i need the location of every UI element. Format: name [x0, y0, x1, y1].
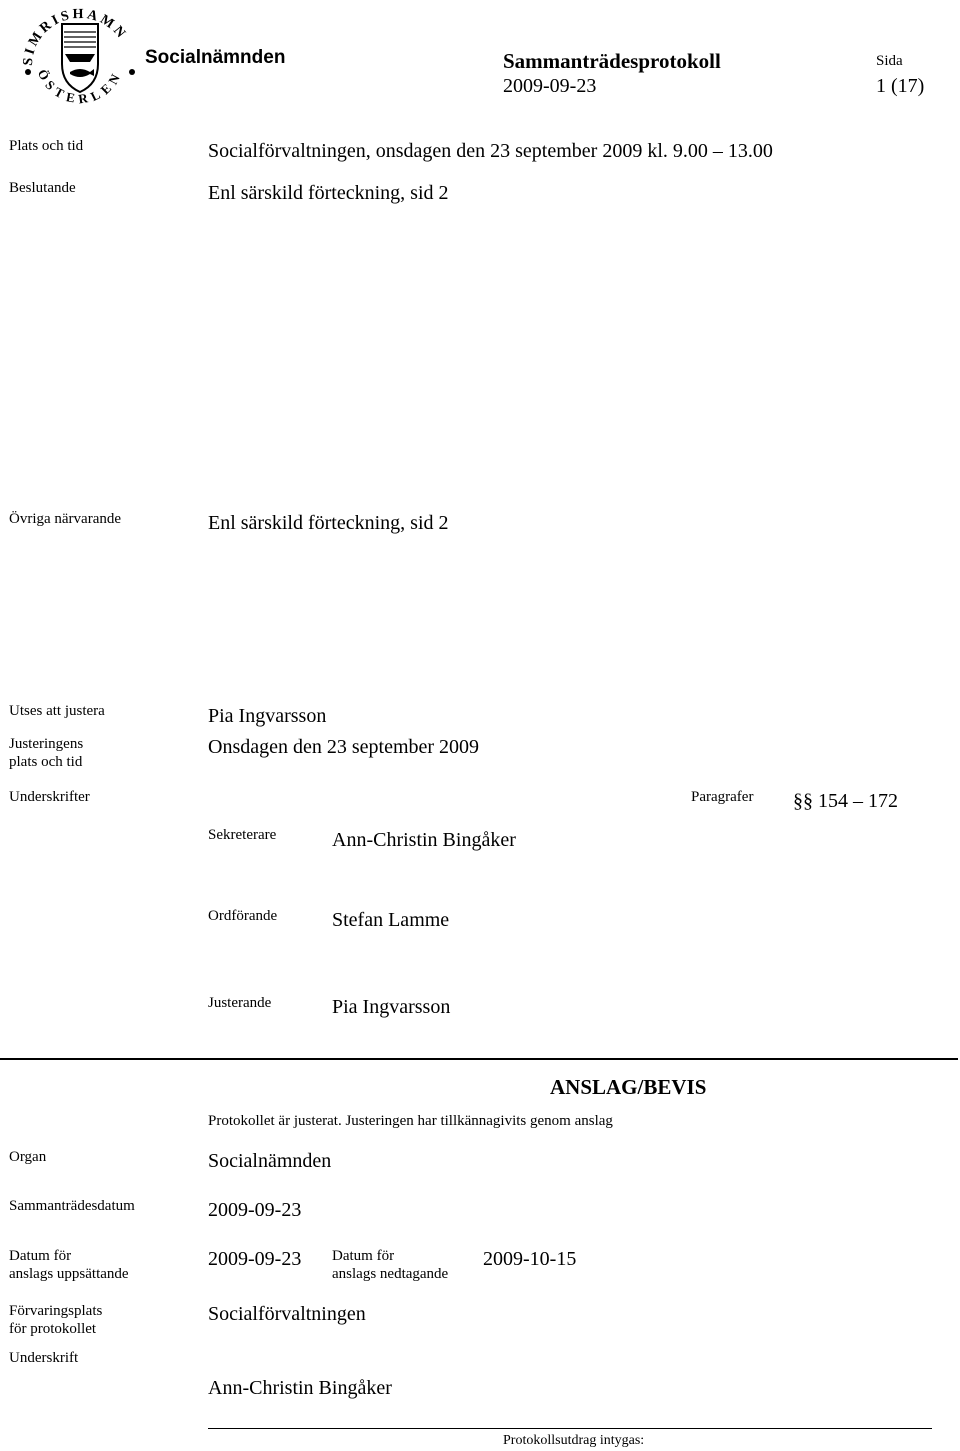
chair-name: Stefan Lamme [332, 909, 450, 931]
paragraphs-value: §§ 154 – 172 [793, 790, 898, 812]
removed-date-label-line1: Datum för [332, 1248, 395, 1264]
paragraphs-label: Paragrafer [691, 789, 754, 805]
storage-label [9, 1302, 102, 1338]
extract-certified-label: Protokollsutdrag intygas: [503, 1433, 645, 1448]
notice-statement: Protokollet är justerat. Justeringen har tillkännagivits genom anslag [208, 1113, 613, 1129]
notice-heading: ANSLAG/BEVIS [550, 1075, 707, 1099]
meeting-date-label: Sammanträdesdatum [9, 1198, 135, 1214]
removed-date-label [332, 1247, 448, 1283]
adjuster-signature-name: Pia Ingvarsson [332, 996, 451, 1018]
storage-label-line1: Förvaringsplats [9, 1303, 103, 1319]
storage-value: Socialförvaltningen [208, 1303, 366, 1325]
storage-label-line2: för protokollet [9, 1321, 97, 1337]
adjuster-designation-label: Utses att justera [9, 703, 105, 719]
organization-name: Socialnämnden [145, 47, 286, 68]
signature-label: Underskrift [9, 1350, 79, 1366]
deciding-value: Enl särskild förteckning, sid 2 [208, 182, 449, 204]
others-present-value: Enl särskild förteckning, sid 2 [208, 512, 449, 534]
organ-label: Organ [9, 1149, 47, 1165]
place-time-label: Plats och tid [9, 138, 84, 154]
secretary-name: Ann-Christin Bingåker [332, 829, 516, 851]
posted-date-label-line2: anslags uppsättande [9, 1266, 129, 1282]
posted-date-label [9, 1247, 129, 1283]
removed-date-label-line2: anslags nedtagande [332, 1266, 449, 1282]
signature-name: Ann-Christin Bingåker [208, 1377, 392, 1399]
page-number: 1 (17) [876, 75, 925, 97]
document-date: 2009-09-23 [503, 75, 597, 97]
adjustment-place-label [9, 735, 83, 771]
posted-date-label-line1: Datum för [9, 1248, 72, 1264]
place-time-value: Socialförvaltningen, onsdagen den 23 september 2009 kl. 9.00 – 13.00 [208, 140, 773, 162]
municipality-seal-logo [18, 4, 142, 110]
page-label: Sida [876, 53, 903, 69]
adjustment-place-label-line1: Justeringens [9, 736, 84, 752]
chair-label: Ordförande [208, 908, 278, 924]
adjuster-signature-label: Justerande [208, 995, 272, 1011]
deciding-label: Beslutande [9, 180, 76, 196]
document-title: Sammanträdesprotokoll [503, 49, 721, 73]
secretary-label: Sekreterare [208, 827, 277, 843]
meeting-date-value: 2009-09-23 [208, 1199, 302, 1221]
others-present-label: Övriga närvarande [9, 511, 122, 527]
removed-date-value: 2009-10-15 [483, 1248, 577, 1270]
posted-date-value: 2009-09-23 [208, 1248, 302, 1270]
svg-text:SIMRISHAMN: SIMRISHAMN [20, 6, 130, 67]
adjustment-place-value: Onsdagen den 23 september 2009 [208, 736, 480, 758]
organ-value: Socialnämnden [208, 1150, 332, 1172]
svg-text:ÖSTERLEN: ÖSTERLEN [34, 66, 126, 107]
signatures-label: Underskrifter [9, 789, 90, 805]
section-divider [0, 1058, 958, 1060]
adjuster-designation-value: Pia Ingvarsson [208, 705, 327, 727]
adjustment-place-label-line2: plats och tid [9, 754, 83, 770]
signature-line [208, 1428, 932, 1429]
